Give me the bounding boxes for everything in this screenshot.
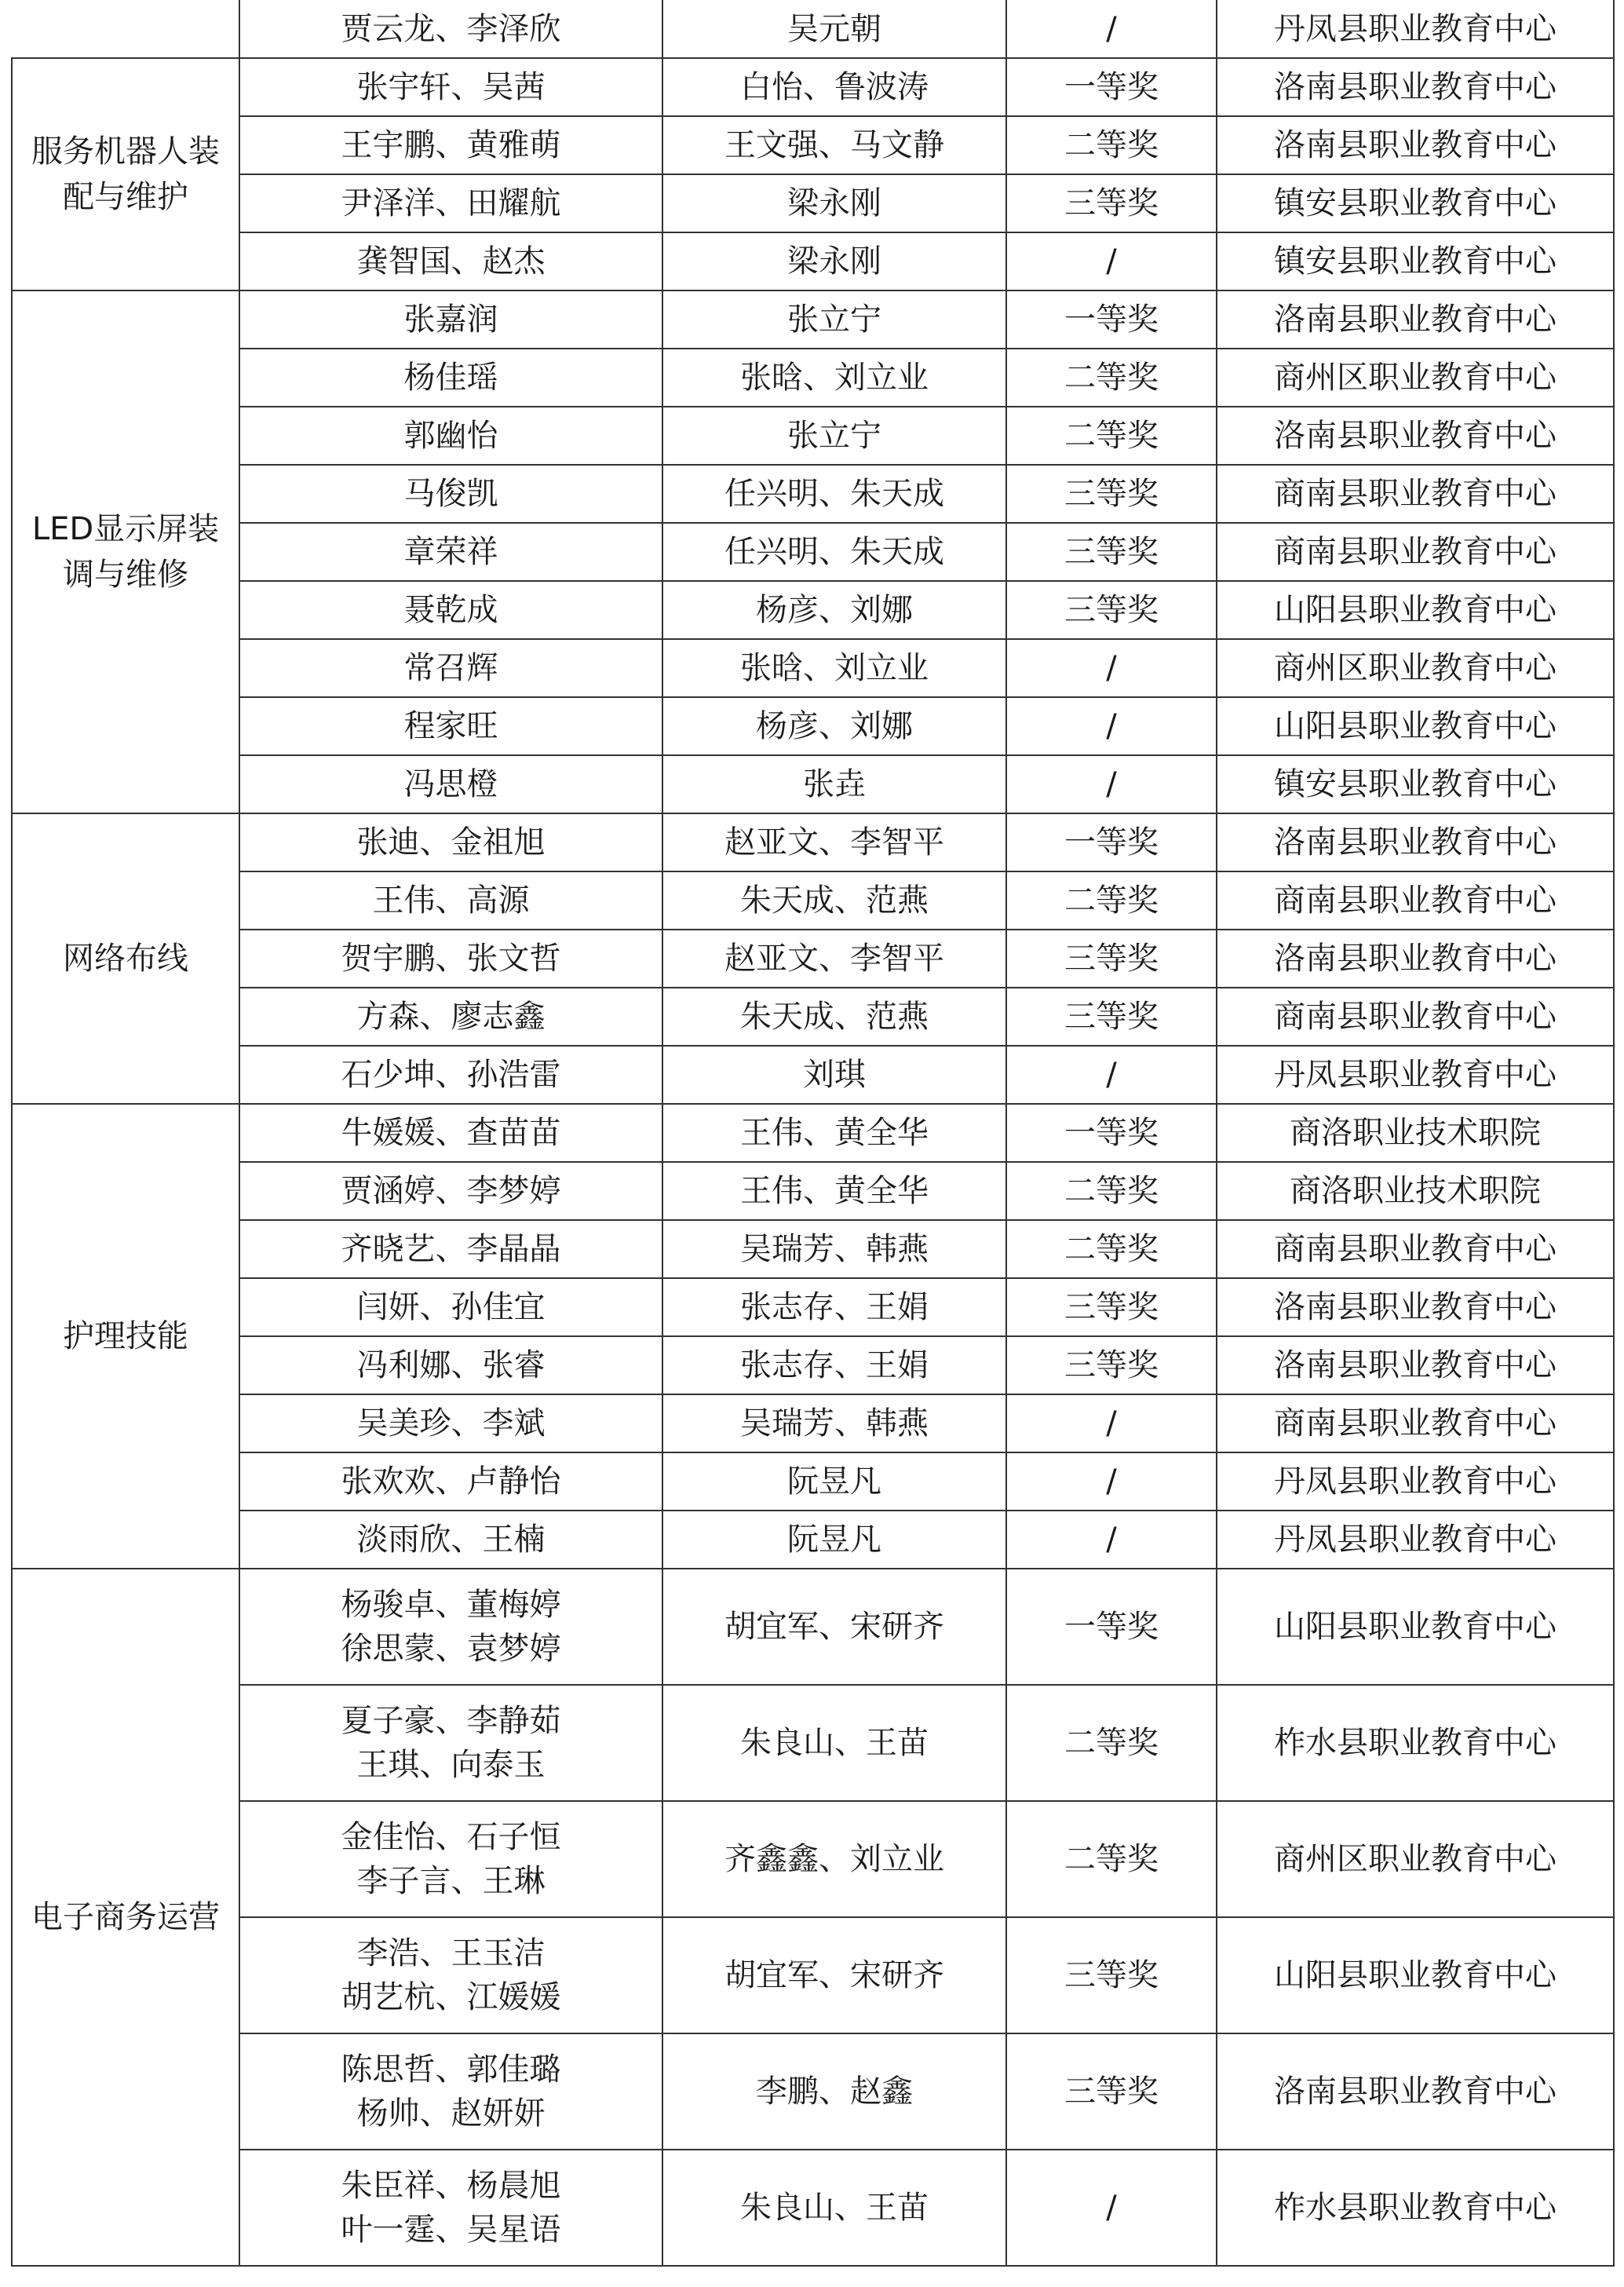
award-cell: 三等奖 (1006, 2033, 1217, 2150)
table-row (12, 174, 1614, 232)
award-results-table (11, 0, 1615, 2267)
student-names: 胡艺杭、江媛媛 (341, 1979, 561, 2015)
student-names: 张欢欢、卢静怡 (341, 1463, 561, 1500)
school-cell: 洛南县职业教育中心 (1217, 116, 1614, 174)
award-cell: 一等奖 (1006, 1569, 1217, 1685)
students-cell (239, 1511, 662, 1569)
students-cell (239, 290, 662, 349)
table-row (12, 1336, 1614, 1394)
student-names: 石少坤、孙浩雷 (341, 1057, 561, 1093)
table-row (12, 697, 1614, 755)
students-cell (239, 1452, 662, 1511)
award-cell: 三等奖 (1006, 1278, 1217, 1336)
students-cell (239, 1917, 662, 2033)
school-cell: 镇安县职业教育中心 (1217, 174, 1614, 232)
teachers-cell: 梁永刚 (662, 232, 1006, 290)
students-cell (239, 116, 662, 174)
award-cell: 二等奖 (1006, 1220, 1217, 1278)
award-cell: 三等奖 (1006, 988, 1217, 1046)
student-names: 聂乾成 (403, 592, 498, 628)
teachers-cell: 吴瑞芳、韩燕 (662, 1220, 1006, 1278)
student-names: 闫妍、孙佳宜 (356, 1289, 546, 1325)
students-cell (239, 930, 662, 988)
students-cell (239, 1336, 662, 1394)
award-cell: 二等奖 (1006, 116, 1217, 174)
students-cell (239, 1046, 662, 1104)
table-row (12, 349, 1614, 407)
students-cell (239, 465, 662, 523)
student-names: 章荣祥 (403, 534, 498, 570)
student-names: 齐晓艺、李晶晶 (341, 1231, 561, 1267)
school-cell: 商洛职业技术职院 (1217, 1104, 1614, 1162)
teachers-cell: 王伟、黄全华 (662, 1162, 1006, 1220)
school-cell: 柞水县职业教育中心 (1217, 2150, 1614, 2266)
table-row (12, 2150, 1614, 2266)
teachers-cell: 杨彦、刘娜 (662, 697, 1006, 755)
school-cell: 丹凤县职业教育中心 (1217, 1046, 1614, 1104)
teachers-cell: 任兴明、朱天成 (662, 465, 1006, 523)
student-names: 金佳怡、石子恒 (341, 1819, 561, 1855)
students-cell (239, 232, 662, 290)
school-cell: 商州区职业教育中心 (1217, 1801, 1614, 1917)
school-cell: 洛南县职业教育中心 (1217, 1336, 1614, 1394)
student-names: 杨佳瑶 (403, 360, 498, 396)
student-names: 王宇鹏、黄雅萌 (341, 127, 561, 163)
students-cell (239, 0, 662, 58)
school-cell: 洛南县职业教育中心 (1217, 290, 1614, 349)
table-row (12, 0, 1614, 58)
award-cell: 三等奖 (1006, 1336, 1217, 1394)
school-cell: 商南县职业教育中心 (1217, 1220, 1614, 1278)
award-cell: 二等奖 (1006, 871, 1217, 930)
teachers-cell: 阮昱凡 (662, 1452, 1006, 1511)
student-names: 常召辉 (403, 650, 498, 686)
school-cell: 洛南县职业教育中心 (1217, 930, 1614, 988)
students-cell (239, 2150, 662, 2266)
table-row (12, 1917, 1614, 2033)
school-cell: 镇安县职业教育中心 (1217, 755, 1614, 813)
award-cell: 三等奖 (1006, 1917, 1217, 2033)
students-cell (239, 523, 662, 581)
students-cell (239, 2033, 662, 2150)
school-cell: 山阳县职业教育中心 (1217, 581, 1614, 639)
table-row (12, 290, 1614, 349)
table-row (12, 871, 1614, 930)
students-cell (239, 988, 662, 1046)
table-row (12, 1685, 1614, 1801)
table-row (12, 1452, 1614, 1511)
school-cell: 山阳县职业教育中心 (1217, 697, 1614, 755)
student-names: 贾涵婷、李梦婷 (341, 1173, 561, 1209)
students-cell (239, 1162, 662, 1220)
student-names: 陈思哲、郭佳璐 (341, 2051, 561, 2088)
teachers-cell: 杨彦、刘娜 (662, 581, 1006, 639)
school-cell: 商南县职业教育中心 (1217, 1394, 1614, 1452)
school-cell: 柞水县职业教育中心 (1217, 1685, 1614, 1801)
school-cell: 丹凤县职业教育中心 (1217, 1452, 1614, 1511)
students-cell (239, 1569, 662, 1685)
school-cell: 商南县职业教育中心 (1217, 871, 1614, 930)
school-cell: 镇安县职业教育中心 (1217, 232, 1614, 290)
student-names: 叶一霆、吴星语 (341, 2212, 561, 2248)
award-cell: / (1006, 755, 1217, 813)
students-cell (239, 1278, 662, 1336)
students-cell (239, 1220, 662, 1278)
teachers-cell: 张立宁 (662, 407, 1006, 465)
award-cell: 二等奖 (1006, 349, 1217, 407)
student-names: 王伟、高源 (372, 882, 530, 919)
teachers-cell: 吴瑞芳、韩燕 (662, 1394, 1006, 1452)
teachers-cell: 王伟、黄全华 (662, 1104, 1006, 1162)
teachers-cell: 朱天成、范燕 (662, 988, 1006, 1046)
award-cell: / (1006, 1511, 1217, 1569)
table-row (12, 1046, 1614, 1104)
student-names: 李浩、王玉洁 (356, 1935, 546, 1971)
students-cell (239, 1685, 662, 1801)
student-names: 王琪、向泰玉 (356, 1747, 546, 1783)
student-names: 吴美珍、李斌 (356, 1405, 546, 1441)
award-cell: / (1006, 697, 1217, 755)
student-names: 淡雨欣、王楠 (356, 1522, 546, 1558)
table-row (12, 1278, 1614, 1336)
student-names: 方森、廖志鑫 (356, 999, 546, 1035)
award-cell: 三等奖 (1006, 581, 1217, 639)
award-cell: 一等奖 (1006, 58, 1217, 116)
students-cell (239, 174, 662, 232)
students-cell (239, 639, 662, 697)
award-cell: 二等奖 (1006, 407, 1217, 465)
table-row (12, 523, 1614, 581)
table-row (12, 813, 1614, 871)
table-row (12, 1394, 1614, 1452)
award-cell: 二等奖 (1006, 1162, 1217, 1220)
table-row (12, 1801, 1614, 1917)
award-cell: / (1006, 232, 1217, 290)
teachers-cell: 刘琪 (662, 1046, 1006, 1104)
student-names: 徐思蒙、袁梦婷 (341, 1631, 561, 1667)
school-cell: 山阳县职业教育中心 (1217, 1917, 1614, 2033)
award-cell: / (1006, 1046, 1217, 1104)
teachers-cell: 李鹏、赵鑫 (662, 2033, 1006, 2150)
award-cell: 二等奖 (1006, 1801, 1217, 1917)
teachers-cell: 王文强、马文静 (662, 116, 1006, 174)
teachers-cell: 张志存、王娟 (662, 1336, 1006, 1394)
teachers-cell: 胡宜军、宋研齐 (662, 1917, 1006, 2033)
student-names: 郭幽怡 (403, 418, 498, 454)
teachers-cell: 朱天成、范燕 (662, 871, 1006, 930)
student-names: 朱臣祥、杨晨旭 (341, 2168, 561, 2204)
school-cell: 商南县职业教育中心 (1217, 523, 1614, 581)
student-names: 牛媛媛、查苗苗 (341, 1115, 561, 1151)
category-cell: LED显示屏装调与维修 (12, 290, 239, 813)
school-cell: 商州区职业教育中心 (1217, 639, 1614, 697)
award-table-body (12, 0, 1614, 2266)
award-cell: 一等奖 (1006, 290, 1217, 349)
students-cell (239, 755, 662, 813)
teachers-cell: 赵亚文、李智平 (662, 930, 1006, 988)
award-cell: / (1006, 639, 1217, 697)
teachers-cell: 张立宁 (662, 290, 1006, 349)
school-cell: 洛南县职业教育中心 (1217, 58, 1614, 116)
school-cell: 商洛职业技术职院 (1217, 1162, 1614, 1220)
table-row (12, 581, 1614, 639)
table-row (12, 1162, 1614, 1220)
table-row (12, 639, 1614, 697)
table-row (12, 116, 1614, 174)
students-cell (239, 697, 662, 755)
teachers-cell: 齐鑫鑫、刘立业 (662, 1801, 1006, 1917)
teachers-cell: 阮昱凡 (662, 1511, 1006, 1569)
award-cell: 一等奖 (1006, 1104, 1217, 1162)
table-row (12, 1569, 1614, 1685)
category-cell (12, 0, 239, 58)
student-names: 夏子豪、李静茹 (341, 1703, 561, 1739)
teachers-cell: 张晗、刘立业 (662, 639, 1006, 697)
category-cell: 服务机器人装配与维护 (12, 58, 239, 290)
table-row (12, 232, 1614, 290)
student-names: 程家旺 (403, 708, 498, 744)
award-cell: 一等奖 (1006, 813, 1217, 871)
teachers-cell: 张晗、刘立业 (662, 349, 1006, 407)
teachers-cell: 吴元朝 (662, 0, 1006, 58)
student-names: 张宇轩、吴茜 (356, 69, 546, 105)
student-names: 杨骏卓、董梅婷 (341, 1587, 561, 1623)
students-cell (239, 813, 662, 871)
teachers-cell: 梁永刚 (662, 174, 1006, 232)
category-cell: 网络布线 (12, 813, 239, 1104)
table-row (12, 2033, 1614, 2150)
award-cell: 二等奖 (1006, 1685, 1217, 1801)
teachers-cell: 朱良山、王苗 (662, 1685, 1006, 1801)
table-row (12, 988, 1614, 1046)
award-cell: / (1006, 1394, 1217, 1452)
table-row (12, 1220, 1614, 1278)
students-cell (239, 1394, 662, 1452)
student-names: 尹泽洋、田耀航 (341, 185, 561, 221)
teachers-cell: 任兴明、朱天成 (662, 523, 1006, 581)
students-cell (239, 407, 662, 465)
award-cell: / (1006, 0, 1217, 58)
award-cell: 三等奖 (1006, 465, 1217, 523)
school-cell: 洛南县职业教育中心 (1217, 813, 1614, 871)
students-cell (239, 58, 662, 116)
school-cell: 商州区职业教育中心 (1217, 349, 1614, 407)
school-cell: 商南县职业教育中心 (1217, 988, 1614, 1046)
student-names: 贺宇鹏、张文哲 (341, 941, 561, 977)
school-cell: 洛南县职业教育中心 (1217, 407, 1614, 465)
student-names: 张嘉润 (403, 301, 498, 338)
table-row (12, 58, 1614, 116)
category-cell: 电子商务运营 (12, 1569, 239, 2266)
student-names: 贾云龙、李泽欣 (341, 10, 561, 47)
award-cell: 三等奖 (1006, 174, 1217, 232)
teachers-cell: 赵亚文、李智平 (662, 813, 1006, 871)
teachers-cell: 白怡、鲁波涛 (662, 58, 1006, 116)
students-cell (239, 581, 662, 639)
student-names: 杨帅、赵妍妍 (356, 2095, 546, 2132)
student-names: 冯思橙 (403, 766, 498, 802)
student-names: 龚智国、赵杰 (356, 243, 546, 279)
school-cell: 丹凤县职业教育中心 (1217, 1511, 1614, 1569)
table-row (12, 755, 1614, 813)
table-row (12, 1511, 1614, 1569)
school-cell: 山阳县职业教育中心 (1217, 1569, 1614, 1685)
students-cell (239, 1104, 662, 1162)
school-cell: 洛南县职业教育中心 (1217, 1278, 1614, 1336)
teachers-cell: 张志存、王娟 (662, 1278, 1006, 1336)
student-names: 张迪、金祖旭 (356, 824, 546, 860)
teachers-cell: 张垚 (662, 755, 1006, 813)
table-row (12, 465, 1614, 523)
students-cell (239, 871, 662, 930)
school-cell: 洛南县职业教育中心 (1217, 2033, 1614, 2150)
students-cell (239, 349, 662, 407)
teachers-cell: 胡宜军、宋研齐 (662, 1569, 1006, 1685)
teachers-cell: 朱良山、王苗 (662, 2150, 1006, 2266)
award-cell: / (1006, 1452, 1217, 1511)
school-cell: 商南县职业教育中心 (1217, 465, 1614, 523)
student-names: 李子言、王琳 (356, 1863, 546, 1899)
table-row (12, 930, 1614, 988)
award-cell: / (1006, 2150, 1217, 2266)
student-names: 冯利娜、张睿 (356, 1347, 546, 1383)
award-cell: 三等奖 (1006, 523, 1217, 581)
category-cell: 护理技能 (12, 1104, 239, 1569)
table-row (12, 1104, 1614, 1162)
award-cell: 三等奖 (1006, 930, 1217, 988)
students-cell (239, 1801, 662, 1917)
table-row (12, 407, 1614, 465)
student-names: 马俊凯 (403, 476, 498, 512)
school-cell: 丹凤县职业教育中心 (1217, 0, 1614, 58)
